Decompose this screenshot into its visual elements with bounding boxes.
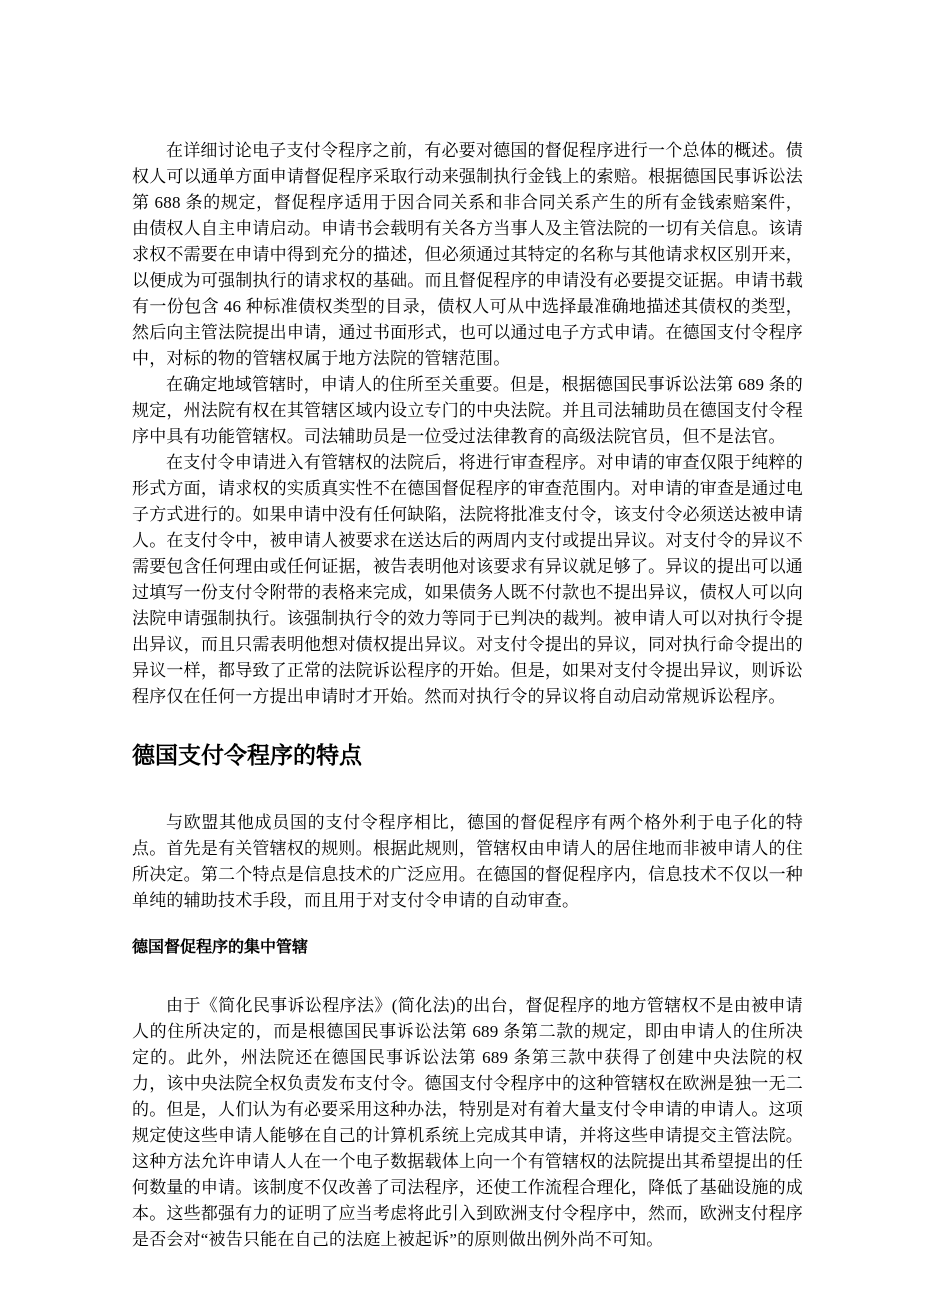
subsection-paragraph-1: 由于《简化民事诉讼程序法》(简化法)的出台，督促程序的地方管辖权不是由被申请人的住所决定的，而是根德国民事诉讼法第 689 条第二款的规定，即由申请人的住所决定的。此外，州法院还在德国民事诉讼法第 689 条第三款中获得了创建中央法院的权力，该中央法院全权负责发布支付令。德国支付令程序中的这种管辖权在欧洲是独一无二的。但是，人们认为有必要采用这种办法，特别是对有着大量支付令申请的申请人。这项规定使这些申请人能够在自己的计算机系统上完成其申请，并将这些申请提交主管法院。这种方法允许申请人人在一个电子数据载体上向一个有管辖权的法院提出其希望提出的任何数量的申请。该制度不仅改善了司法程序，还使工作流程合理化，降低了基础设施的成本。这些都强有力的证明了应当考虑将此引入到欧洲支付令程序中，然而，欧洲支付程序是否会对“被告只能在自己的法庭上被起诉”的原则做出例外尚不可知。	[132, 996, 803, 1249]
section-heading: 德国支付令程序的特点	[132, 742, 362, 768]
intro-paragraph-3: 在支付令申请进入有管辖权的法院后，将进行审查程序。对申请的审查仅限于纯粹的形式方面，请求权的实质真实性不在德国督促程序的审查范围内。对申请的审查是通过电子方式进行的。如果申请中没有任何缺陷，法院将批准支付令，该支付令必须送达被申请人。在支付令中，被申请人被要求在送达后的两周内支付或提出异议。对支付令的异议不需要包含任何理由或任何证据，被告表明他对该要求有异议就足够了。异议的提出可以通过填写一份支付令附带的表格来完成，如果债务人既不付款也不提出异议，债权人可以向法院申请强制执行。该强制执行令的效力等同于已判决的裁判。被申请人可以对执行令提出异议，而且只需表明他想对债权提出异议。对支付令提出的异议，同对执行命令提出的异议一样，都导致了正常的法院诉讼程序的开始。但是，如果对支付令提出异议，则诉讼程序仅在任何一方提出申请时才开始。然而对执行令的异议将自动启动常规诉讼程序。	[132, 453, 803, 706]
subsection-heading: 德国督促程序的集中管辖	[132, 939, 309, 956]
intro-paragraph-2: 在确定地域管辖时，申请人的住所至关重要。但是，根据德国民事诉讼法第 689 条的规定，州法院有权在其管辖区域内设立专门的中央法院。并且司法辅助员在德国支付令程序中具有功能管辖权。司法辅助员是一位受过法律教育的高级法院官员，但不是法官。	[132, 375, 803, 446]
intro-paragraph-1: 在详细讨论电子支付令程序之前，有必要对德国的督促程序进行一个总体的概述。债权人可以通单方面申请督促程序采取行动来强制执行金钱上的索赔。根据德国民事诉讼法第 688 条的规定，督促程序适用于因合同关系和非合同关系产生的所有金钱索赔案件，由债权人自主申请启动。申请书会载明有关各方当事人及主管法院的一切有关信息。该请求权不需要在申请中得到充分的描述，但必须通过其特定的名称与其他请求权区别开来，以便成为可强制执行的请求权的基础。而且督促程序的申请没有必要提交证据。申请书载有一份包含 46 种标准债权类型的目录，债权人可从中选择最准确地描述其债权的类型，然后向主管法院提出申请，通过书面形式，也可以通过电子方式申请。在德国支付令程序中，对标的物的管辖权属于地方法院的管辖范围。	[132, 141, 803, 368]
section-paragraph-1: 与欧盟其他成员国的支付令程序相比，德国的督促程序有两个格外利于电子化的特点。首先是有关管辖权的规则。根据此规则，管辖权由申请人的居住地而非被申请人的住所决定。第二个特点是信息技术的广泛应用。在德国的督促程序内，信息技术不仅以一种单纯的辅助技术手段，而且用于对支付令申请的自动审查。	[132, 813, 803, 910]
